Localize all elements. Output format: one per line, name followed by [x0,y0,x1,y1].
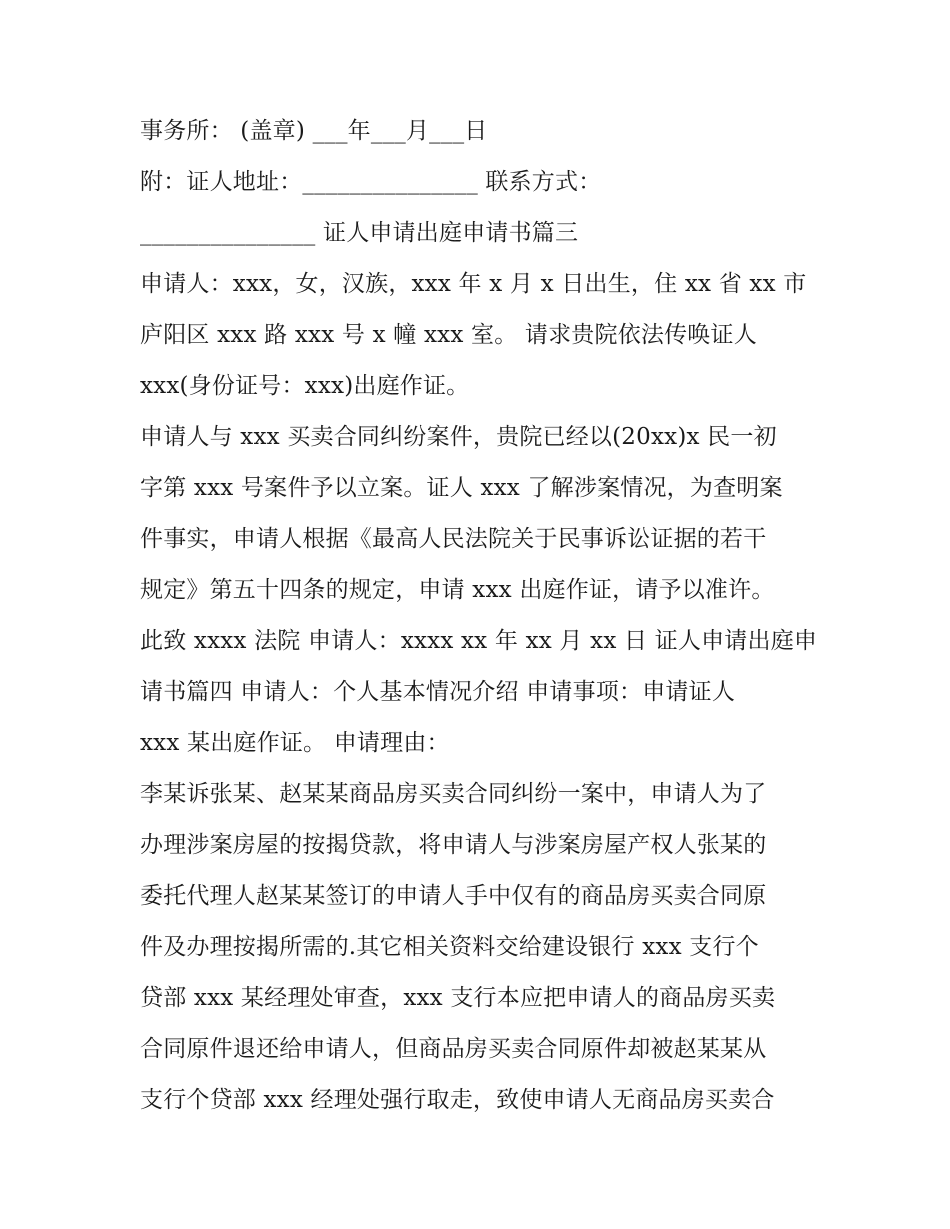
text-line-12: 请书篇四 申请人：个人基本情况介绍 申请事项：申请证人 [140,679,736,705]
text-line-18: 贷部 xxx 某经理处审查，xxx 支行本应把申请人的商品房买卖 [140,985,776,1011]
text-line-05: 庐阳区 xxx 路 xxx 号 x 幢 xxx 室。 请求贵院依法传唤证人 [140,322,757,348]
text-line-01: 事务所： (盖章) ___年___月___日 [140,118,488,144]
text-line-02: 附：证人地址：_______________ 联系方式： [140,169,602,195]
text-line-03: _______________ 证人申请出庭申请书篇三 [140,220,579,246]
text-line-13: xxx 某出庭作证。 申请理由： [140,730,450,756]
text-line-17: 件及办理按揭所需的.其它相关资料交给建设银行 xxx 支行个 [140,934,759,960]
text-line-19: 合同原件退还给申请人，但商品房买卖合同原件却被赵某某从 [140,1036,767,1062]
text-line-16: 委托代理人赵某某签订的申请人手中仅有的商品房买卖合同原 [140,883,767,909]
text-line-04: 申请人：xxx，女，汉族，xxx 年 x 月 x 日出生，住 xx 省 xx 市 [140,271,807,297]
text-line-11: 此致 xxxx 法院 申请人：xxxx xx 年 xx 月 xx 日 证人申请出庭申 [140,628,818,654]
text-line-07: 申请人与 xxx 买卖合同纠纷案件，贵院已经以(20xx)x 民一初 [140,424,777,450]
text-line-14: 李某诉张某、赵某某商品房买卖合同纠纷一案中，申请人为了 [140,781,767,807]
text-line-10: 规定》第五十四条的规定，申请 xxx 出庭作证，请予以准许。 [140,577,775,603]
text-line-20: 支行个贷部 xxx 经理处强行取走，致使申请人无商品房买卖合 [140,1087,775,1113]
text-line-06: xxx(身份证号：xxx)出庭作证。 [140,373,470,399]
text-line-08: 字第 xxx 号案件予以立案。证人 xxx 了解涉案情况，为查明案 [140,475,783,501]
text-line-15: 办理涉案房屋的按揭贷款，将申请人与涉案房屋产权人张某的 [140,832,767,858]
text-line-09: 件事实，申请人根据《最高人民法院关于民事诉讼证据的若干 [140,526,767,552]
document-body [140,106,820,1126]
